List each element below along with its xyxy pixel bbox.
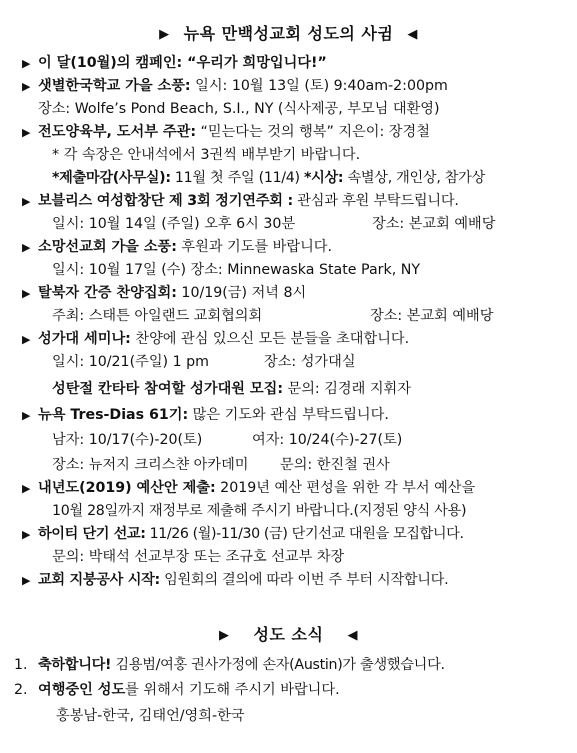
item-text: 속별상, 개인상, 참가상 xyxy=(343,170,485,186)
item-text: 장소: 성가대실 xyxy=(264,354,356,370)
item-text: 2019년 예산 편성을 위한 각 부서 예산을 xyxy=(215,480,476,496)
item-title: 샛별한국학교 가을 소풍: xyxy=(38,78,191,94)
item-number: 2. xyxy=(14,682,28,698)
item-text: 김용범/여홍 권사가정에 손자(Austin)가 출생했습니다. xyxy=(111,657,445,673)
list-item xyxy=(22,121,570,190)
page-title: 뉴욕 만백성교회 성도의 사귐 xyxy=(183,24,394,43)
item-text: 일시: 10월 17일 (수) 장소: Minnewaska State Park, NY xyxy=(52,262,420,278)
section-heading xyxy=(0,620,577,650)
item-title: 이 달(10월)의 캠페인: “우리가 희망입니다!” xyxy=(38,55,327,71)
item-text: 찬양에 관심 있으신 모든 분들을 초대합니다. xyxy=(130,331,410,347)
item-text: 장소: 본교회 예배당 xyxy=(372,216,496,232)
triangle-right-icon: ▶ xyxy=(218,628,230,643)
list-item xyxy=(22,52,570,75)
item-text: 홍봉남-한국, 김태언/영희-한국 xyxy=(56,708,245,724)
item-text: 11/26 (월)-11/30 (금) 단기선교 대원을 모집합니다. xyxy=(145,526,464,542)
item-text: 일시: 10월 13일 (토) 9:40am-2:00pm xyxy=(190,78,448,94)
list-item xyxy=(22,236,570,282)
list-item xyxy=(22,523,570,569)
item-text: 일시: 10월 14일 (주일) 오후 6시 30분 xyxy=(52,216,296,232)
list-item xyxy=(22,328,570,401)
item-title: 성가대 세미나: xyxy=(38,331,131,347)
bullet-icon: ▶ xyxy=(22,126,31,139)
bullet-icon: ▶ xyxy=(22,57,31,70)
item-title: 축하합니다! xyxy=(38,657,112,673)
item-title: 탈북자 간증 찬양집회: xyxy=(38,285,177,301)
item-title: *제출마감(사무실): xyxy=(52,170,171,186)
item-text: 많은 기도와 관심 부탁드립니다. xyxy=(188,407,389,423)
triangle-left-icon: ◀ xyxy=(407,27,418,42)
item-title: 보블리스 여성합창단 제 3회 정기연주회 : xyxy=(38,193,293,209)
item-title: 뉴욕 Tres-Dias 61기: xyxy=(38,407,189,423)
item-text: 여자: 10/24(수)-27(토) xyxy=(252,432,403,448)
item-title: 전도양육부, 도서부 주관: xyxy=(38,124,196,140)
item-text: 를 위해서 기도해 주시기 바랍니다. xyxy=(125,682,340,698)
item-text: 관심과 후원 부탁드립니다. xyxy=(292,193,459,209)
list-item xyxy=(14,679,570,728)
list-item xyxy=(22,190,570,236)
item-title: 교회 지붕공사 시작: xyxy=(38,572,160,588)
list-item xyxy=(22,569,570,592)
item-text: 남자: 10/17(수)-20(토) xyxy=(52,432,203,448)
item-text: 문의: 박태석 선교부장 또는 조규호 선교부 차장 xyxy=(52,549,345,565)
item-title: 여행중인 성도 xyxy=(38,682,126,698)
item-title: 성탄절 칸타타 참여할 성가대원 모집: xyxy=(52,381,284,397)
bullet-icon: ▶ xyxy=(22,241,31,254)
item-text: 10월 28일까지 재정부로 제출해 주시기 바랍니다.(지정된 양식 사용) xyxy=(52,503,467,519)
item-text: 문의: 김경래 지휘자 xyxy=(283,381,411,397)
item-text: 일시: 10/21(주일) 1 pm xyxy=(52,354,209,370)
item-text: 10/19(금) 저녁 8시 xyxy=(176,285,307,301)
bullet-icon: ▶ xyxy=(22,80,31,93)
item-text: 임원회의 결의에 따라 이번 주 부터 시작합니다. xyxy=(159,572,449,588)
item-title: *시상: xyxy=(303,170,344,186)
item-text: 장소: Wolfe’s Pond Beach, S.I., NY (식사제공, 부모님 대환영) xyxy=(38,101,440,117)
item-text: 문의: 한진철 권사 xyxy=(280,457,390,473)
list-item xyxy=(22,282,570,328)
bullet-icon: ▶ xyxy=(22,482,31,495)
bullet-icon: ▶ xyxy=(22,195,31,208)
item-title: 하이티 단기 선교: xyxy=(38,526,146,542)
item-text: 장소: 뉴저지 크리스챤 아카데미 xyxy=(52,457,249,473)
item-text: 장소: 본교회 예배당 xyxy=(370,308,494,324)
item-text: “믿는다는 것의 행복” 지은이: 장경철 xyxy=(196,124,430,140)
triangle-left-icon: ◀ xyxy=(347,628,359,643)
list-item xyxy=(22,404,570,477)
item-title: 소망선교회 가을 소풍: xyxy=(38,239,177,255)
bullet-icon: ▶ xyxy=(22,409,31,422)
announcement-list xyxy=(22,52,570,592)
list-item xyxy=(22,477,570,523)
news-list xyxy=(14,654,570,728)
bullet-icon: ▶ xyxy=(22,528,31,541)
item-text: 후원과 기도를 바랍니다. xyxy=(176,239,332,255)
bullet-icon: ▶ xyxy=(22,574,31,587)
item-text: * 각 속장은 안내석에서 3권씩 배부받기 바랍니다. xyxy=(52,147,361,163)
section-title: 성도 소식 xyxy=(253,625,324,644)
item-title: 내년도(2019) 예산안 제출: xyxy=(38,480,216,496)
list-item xyxy=(14,654,570,677)
item-text: 11월 첫 주일 (11/4) xyxy=(170,170,304,186)
bullet-icon: ▶ xyxy=(22,287,31,300)
bullet-icon: ▶ xyxy=(22,333,31,346)
section-heading xyxy=(0,19,577,49)
triangle-right-icon: ▶ xyxy=(159,27,170,42)
item-number: 1. xyxy=(14,657,28,673)
item-text: 주최: 스태튼 아일랜드 교회협의회 xyxy=(52,308,263,324)
list-item xyxy=(22,75,570,121)
